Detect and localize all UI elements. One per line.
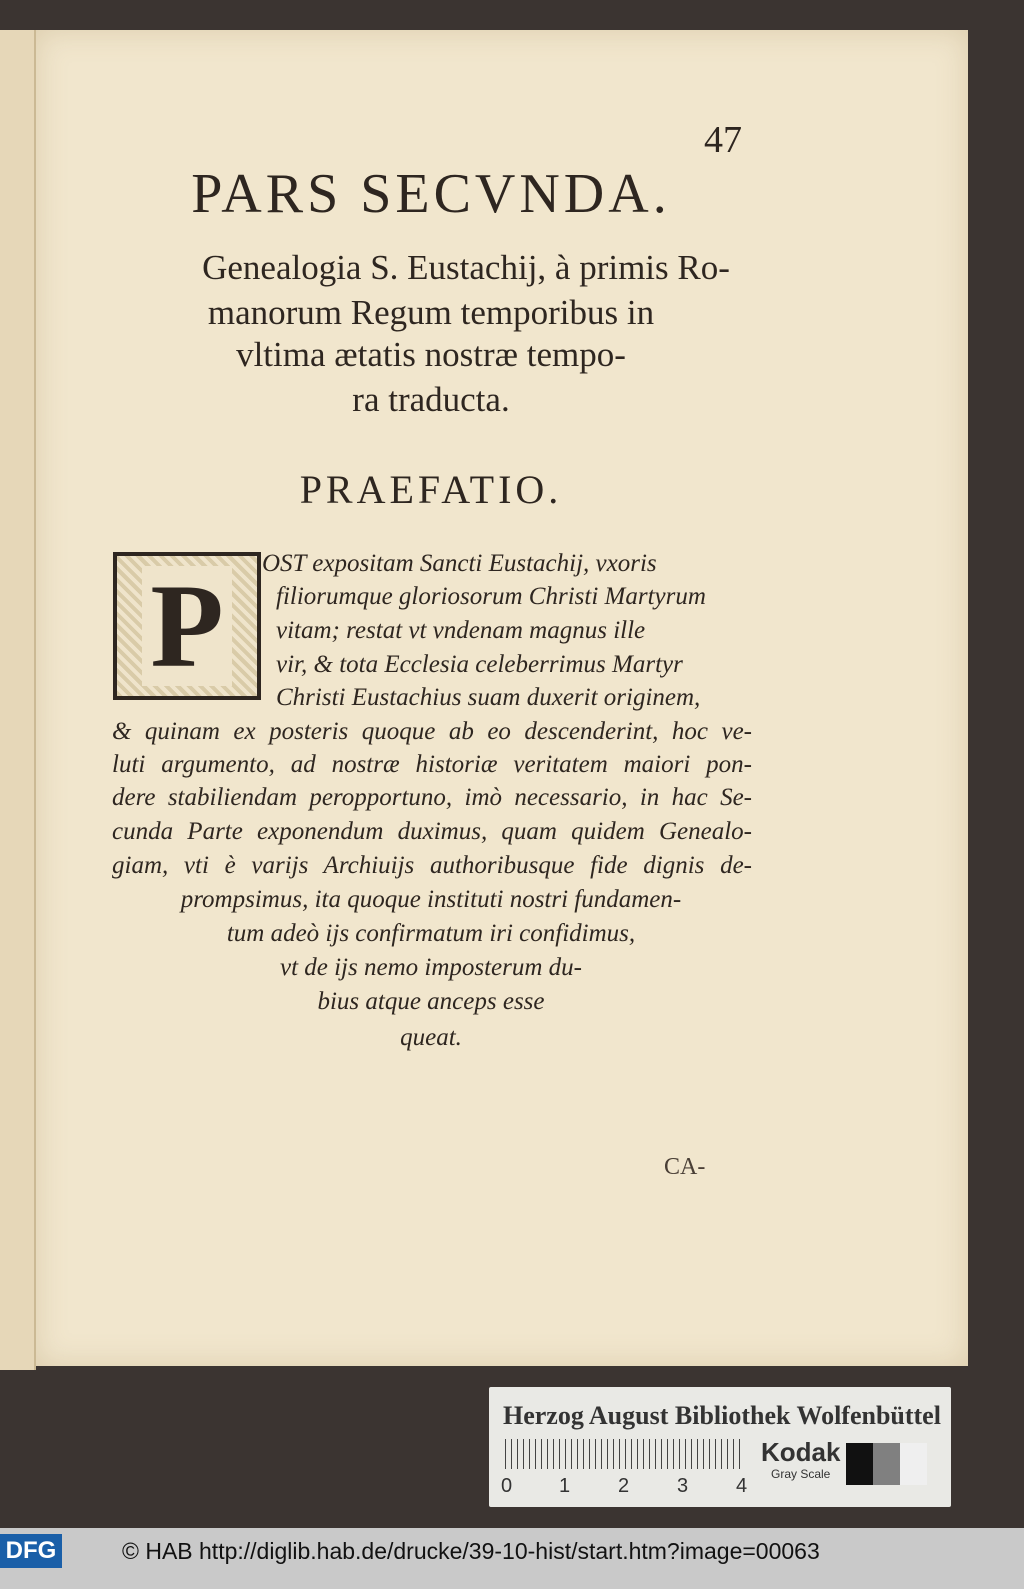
- body-line: filiorumque gloriosorum Christi Martyrum: [276, 583, 706, 610]
- body-line: & quinam ex posteris quoque ab eo descenderint, hoc ve-: [112, 718, 752, 745]
- body-line: giam, vti è varijs Archiuijs authoribusque fide dignis de-: [112, 852, 752, 879]
- dfg-logo: DFG: [0, 1534, 62, 1568]
- copyright-url[interactable]: © HAB http://diglib.hab.de/drucke/39-10-hist/start.htm?image=00063: [122, 1538, 820, 1564]
- body-line: Christi Eustachius suam duxerit originem,: [276, 684, 701, 711]
- facing-page-edge: [0, 30, 36, 1370]
- gray-scale-label: Gray Scale: [771, 1467, 831, 1481]
- decorated-initial: P: [113, 552, 261, 700]
- library-name: Herzog August Bibliothek Wolfenbüttel: [503, 1401, 941, 1430]
- catchword: CA-: [664, 1154, 706, 1180]
- subtitle-line: manorum Regum temporibus in: [207, 293, 655, 332]
- body-line: dere stabiliendam peropportuno, imò necessario, in hac Se-: [112, 784, 752, 811]
- page-number: 47: [704, 119, 742, 161]
- body-line: cunda Parte exponendum duximus, quam quidem Genealo-: [112, 818, 752, 845]
- subtitle-line: Genealogia S. Eustachij, à primis Ro-: [202, 248, 730, 287]
- color-target-card: Herzog August Bibliothek Wolfenbüttel 0 1 2 3 4 Kodak Gray Scale: [489, 1387, 951, 1507]
- body-line: OST expositam Sancti Eustachij, vxoris: [262, 550, 657, 577]
- kodak-logo: Kodak: [761, 1437, 841, 1467]
- gray-swatch-black: [846, 1443, 873, 1485]
- preface-heading: PRAEFATIO.: [299, 467, 563, 512]
- body-line: luti argumento, ad nostræ historiæ veritatem maiori pon-: [112, 751, 752, 778]
- book-page: [36, 30, 968, 1366]
- gray-swatch-white: [900, 1443, 927, 1485]
- body-line: vir, & tota Ecclesia celeberrimus Martyr: [276, 651, 683, 678]
- part-title: PARS SECVNDA.: [191, 163, 671, 225]
- ruler: [505, 1439, 741, 1469]
- body-line: vitam; restat vt vndenam magnus ille: [276, 617, 646, 644]
- subtitle-line: ra traducta.: [352, 380, 510, 419]
- body-line: tum adeò ijs confirmatum iri confidimus,: [226, 920, 636, 947]
- footer-bar: [0, 1528, 1024, 1589]
- body-line: bius atque anceps esse: [317, 988, 545, 1015]
- body-line: queat.: [400, 1024, 462, 1051]
- gray-swatch-mid: [873, 1443, 900, 1485]
- subtitle-line: vltima ætatis nostræ tempo-: [236, 335, 626, 374]
- body-line: prompsimus, ita quoque instituti nostri fundamen-: [180, 886, 682, 913]
- body-line: vt de ijs nemo imposterum du-: [279, 954, 583, 981]
